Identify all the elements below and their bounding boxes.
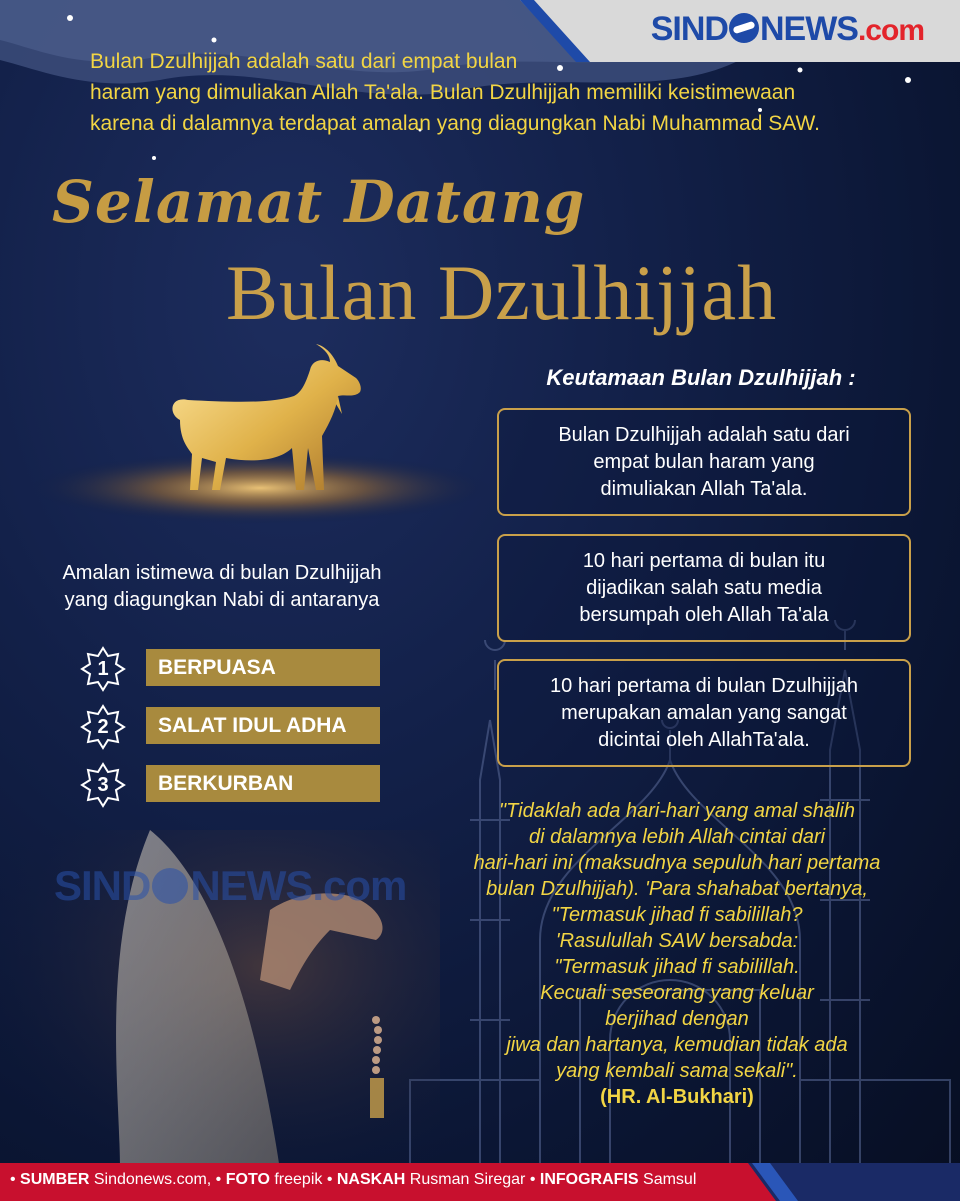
keutamaan-box: Bulan Dzulhijjah adalah satu dari empat bulan haram yang dimuliakan Allah Ta'ala. bbox=[497, 408, 911, 516]
amalan-intro-text: Amalan istimewa di bulan Dzulhijjah yang diagungkan Nabi di antaranya bbox=[62, 562, 382, 611]
title-selamat-datang: Selamat Datang bbox=[52, 168, 586, 236]
star-badge-icon: 3 bbox=[80, 762, 126, 808]
watermark-o-icon bbox=[152, 868, 188, 904]
footer-credits-bar bbox=[0, 1163, 960, 1201]
amalan-label: BERKURBAN bbox=[146, 765, 380, 802]
amalan-label: BERPUASA bbox=[146, 649, 380, 686]
star-badge-icon: 2 bbox=[80, 704, 126, 750]
keutamaan-title: Keutamaan Bulan Dzulhijjah : bbox=[546, 365, 856, 390]
hadith-reference: (HR. Al-Bukhari) bbox=[600, 1086, 754, 1108]
credits-text: • SUMBER Sindonews.com, • FOTO freepik • NASKAH Rusman Siregar • INFOGRAFIS Samsul bbox=[10, 1171, 697, 1188]
star-badge-icon: 1 bbox=[80, 646, 126, 692]
keutamaan-box: 10 hari pertama di bulan Dzulhijjah merupakan amalan yang sangat dicintai oleh AllahTa'ala. bbox=[497, 659, 911, 767]
hadith-quote: "Tidaklah ada hari-hari yang amal shalih di dalamnya lebih Allah cintai dari hari-hari ini (maksudnya sepuluh hari pertama bulan Dzulhijjah). 'Para shahabat bertanya, "Termasuk jihad fi sabilillah? 'Rasulullah SAW bersabda: "Termasuk jihad fi sabilillah. Kecuali seseorang yang keluar berjihad dengan jiwa dan hartanya, kemudian tidak ada yang kembali sama sekali". (HR. Al-Bukhari) bbox=[432, 798, 922, 1110]
keutamaan-box: 10 hari pertama di bulan itu dijadikan salah satu media bersumpah oleh Allah Ta'ala bbox=[497, 534, 911, 642]
watermark: SIND NEWS.com bbox=[54, 862, 407, 909]
logo-o-icon bbox=[729, 13, 759, 43]
sindonews-logo: SIND NEWS.com bbox=[650, 10, 924, 48]
goat-icon bbox=[20, 330, 490, 530]
title-bulan-dzulhijjah: Bulan Dzulhijjah bbox=[226, 249, 778, 336]
intro-text: Bulan Dzulhijjah adalah satu dari empat bulan haram yang dimuliakan Allah Ta'ala. Bulan Dzulhijjah memiliki keistimewaan karena di dalamnya terdapat amalan yang diagungkan Nabi Muhammad SAW. bbox=[90, 50, 820, 135]
amalan-label: SALAT IDUL ADHA bbox=[146, 707, 380, 744]
